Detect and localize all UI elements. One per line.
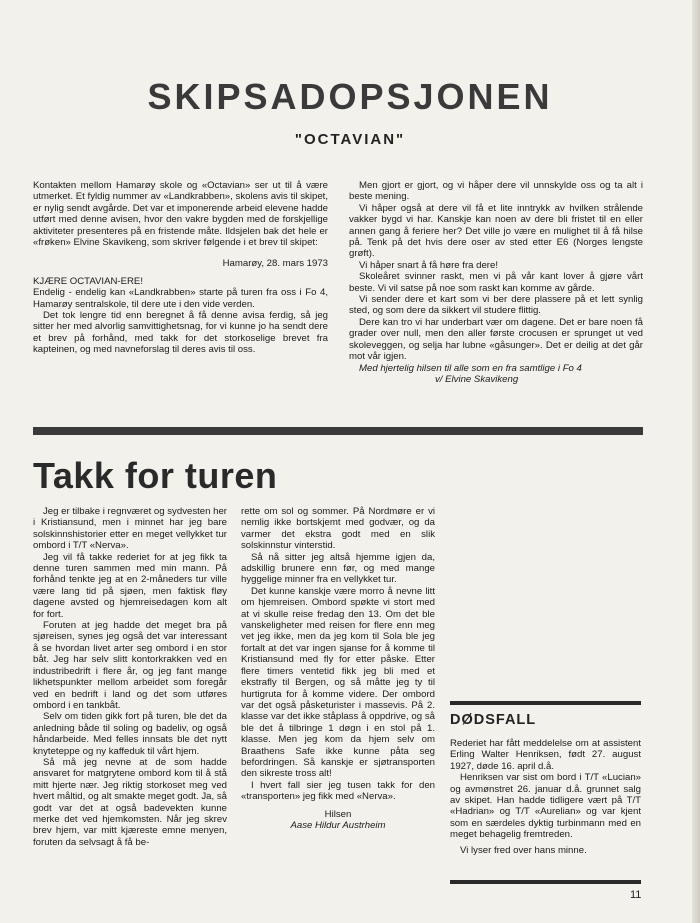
article2-paragraph: Jeg er tilbake i regnværet og sydvesten her i Kristiansund, men i minnet har jeg bare solskinnshistorier etter en meget vellykket tur ombord i T/T «Nerva». [33, 506, 227, 552]
letter-signature: v/ Elvine Skavikeng [435, 373, 519, 385]
letter-paragraph: Dere kan tro vi har underbart vær om dagene. Det er bare noen få grader over null, men den aller første crocusen er sprunget ut ved skoleveggen, og selja har lubne «gåsunger». Det er deilig at det går mot vår igjen. [349, 316, 643, 363]
article1-right-column [349, 180, 643, 385]
article1-left-column [33, 180, 328, 356]
article-title: SKIPSADOPSJONEN [147, 76, 553, 117]
article2-paragraph: Selv om tiden gikk fort på turen, ble det da anledning både til soling og badeliv, og også håndarbeide. Med felles innsats ble det nytt knyteteppe og ny kaffeduk til vårt hjem. [33, 711, 227, 757]
article2-paragraph: Så må jeg nevne at de som hadde ansvaret for matgrytene ombord kom til å stå mitt hjerte nær. Jeg riktig storkoset meg ved hvert måltid, og alt smakte meget godt. Ja, så godt var det at også badevekten kunne merke det ved hjemkomsten. Når jeg skrev brev hjem, var mitt kjæreste emne menyen, foruten da selvsagt å få be- [33, 756, 227, 848]
article2-paragraph: Jeg vil få takke rederiet for at jeg fikk ta denne turen sammen med min mann. På forhånd tenkte jeg at en 2-måneders tur ville være lang tid på sjøen, men faktisk fløy dagene avsted og hjemreisedagen kom alt for fort. [33, 551, 227, 620]
obituary-paragraph: Rederiet har fått meddelelse om at assistent Erling Walter Henriksen, født 27. august 1927, døde 16. april d.å. [450, 738, 641, 772]
obituary-top-rule [450, 701, 641, 705]
article2-paragraph: I hvert fall sier jeg tusen takk for den «transporten» jeg fikk med «Nerva». [241, 779, 435, 803]
letter-closing: Med hjertelig hilsen til alle som en fra samtlige i Fo 4 [359, 362, 582, 374]
letter-place-date: Hamarøy, 28. mars 1973 [222, 258, 328, 270]
obituary-paragraph: Henriksen var sist om bord i T/T «Lucian» og avmønstret 26. januar d.å. grunnet salg av skipet. Han hadde tidligere vært på T/T «Hadrian» og T/T «Aurelian» og var kjent som en særdeles dyktig turbinmann med en meget behagelig fremtreden. [450, 772, 641, 841]
obituary-body [450, 738, 641, 856]
article2-paragraph: Foruten at jeg hadde det meget bra på sjøreisen, synes jeg også det var interessant å se hvordan livet arter seg ombord i en stor båt. Jeg har selv slitt kontorkrakken ved en industribedrift i flere år, og jeg fant mange likhetspunkter mellom arbeidet som foregår ved en bedrift i land og det som utføres ombord i en tankbåt. [33, 620, 227, 711]
intro-paragraph: Kontakten mellom Hamarøy skole og «Octavian» ser ut til å være utmerket. Et fyldig nummer av «Landkrabben», skolens avis til skipet, er nylig sendt avgårde. Det var et imponerende arbeid elevene hadde utført med denne avisen, hvor den vakre bygden med de forskjellige aktiviteter presenteres på en fristende måte. Ildsjelen bak det hele er «frøken» Elvine Skavikeng, som skriver følgende i et brev til skipet: [33, 180, 328, 249]
obituary-paragraph: Vi lyser fred over hans minne. [460, 844, 587, 856]
letter-paragraph: Vi håper snart å få høre fra dere! [359, 259, 499, 271]
obituary-bottom-rule [450, 880, 641, 884]
letter-salutation: KJÆRE OCTAVIAN-ERE! [33, 275, 143, 287]
article2-author: Aase Hildur Austrheim [290, 819, 386, 831]
article2-title: Takk for turen [33, 455, 278, 496]
letter-paragraph: Vi håper også at dere vil få et lite inntrykk av hvilken strålende vakker bygd vi har. Kanskje kan noen av dere bli fristet til en eller annen gang å feriere her? Det ville jo være en mulighet til å få hilse på. Tenk på det hvis dere oser av sted etter E6 (Norges lengste grøft). [349, 202, 643, 260]
article2-paragraph: rette om sol og sommer. På Nordmøre er vi nemlig ikke bortskjemt med godvær, og da varmer det ekstra godt med en slik solskinnstur vinterstid. [241, 506, 435, 552]
section-divider [33, 427, 643, 435]
obituary-title: DØDSFALL [450, 712, 537, 728]
article2-greeting: Hilsen [324, 808, 352, 820]
letter-paragraph: Vi sender dere et kart som vi ber dere plassere på et lett synlig sted, og som dere da sikkert vil studere flittig. [349, 294, 643, 317]
article2-paragraph: Så nå sitter jeg altså hjemme igjen da, adskillig brunere enn før, og med mange hyggelige minner fra en vellykket tur. [241, 551, 435, 586]
letter-paragraph: Men gjort er gjort, og vi håper dere vil unnskylde oss og ta alt i beste mening. [349, 180, 643, 203]
article2-column-1 [33, 506, 227, 848]
letter-paragraph: Skoleåret svinner raskt, men vi på vår kant lover å gjøre vårt beste. Vi vil satse på noe som raskt kan komme av gårde. [349, 271, 643, 294]
page-number: 11 [630, 889, 642, 901]
article-subtitle: "OCTAVIAN" [294, 131, 406, 148]
article2-paragraph: Det kunne kanskje være morro å nevne litt om hjemreisen. Ombord spøkte vi stort med at vi skulle reise fredag den 13. Om det ble vanskeligheter med reisen for flere enn meg vet jeg ikke, men da jeg kom til Sola ble jeg fortalt at det var ingen sjanse for å komme til Kristiansund med fly for etter påske. Etter flere timers ventetid fikk jeg bli med et ekstrafly til Bergen, og så måtte jeg ty til hurtigruta for å komme videre. Der ombord var det også påsketurister i massevis. På 2. klasse var det ikke ståplass å oppdrive, og så ble det å tilbringe 1 døgn i en stol på 1. klasse. Men jeg kom da hjem selv om Braathens Safe ikke kunne påta seg befordringen. Så kanskje er sjøtransporten den sikreste tross alt! [241, 585, 435, 780]
letter-paragraph: Endelig - endelig kan «Landkrabben» starte på turen fra oss i Fo 4, Hamarøy sentralskole, til dere ute i den vide verden. [33, 287, 328, 310]
article2-column-2 [241, 506, 435, 831]
letter-paragraph: Det tok lengre tid enn beregnet å få denne avisa ferdig, så jeg sitter her med alvorlig samvittighetsnag, for vi kunne jo ha sendt dere et brev på forhånd, med takk for det storkoselige brevet fra kapteinen, og med navneforslag til deres avis til oss. [33, 310, 328, 356]
